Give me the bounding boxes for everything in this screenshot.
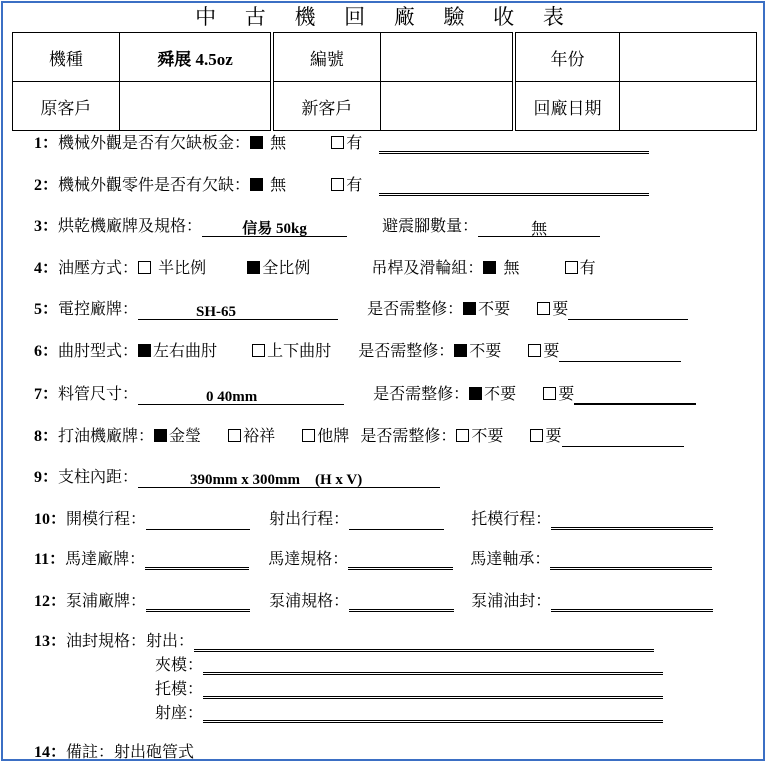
checkbox-none[interactable] (483, 261, 496, 274)
checkbox-half-proportional[interactable] (138, 261, 151, 274)
seal-injection-value[interactable] (194, 634, 654, 652)
item-7 (34, 384, 696, 405)
item-label: 油封規格： (66, 631, 147, 650)
item-label: 電控廠牌： (58, 299, 139, 318)
sub-label-injection: 射出： (146, 631, 195, 650)
checkbox-no[interactable] (454, 344, 467, 357)
detail-line[interactable] (559, 344, 681, 362)
item-label: 機械外觀是否有欠缺板金： (58, 133, 251, 152)
orig-customer-label: 原客戶 (13, 82, 120, 131)
item-number: 2： (34, 177, 59, 194)
item-3 (34, 216, 600, 237)
sub-label-carriage: 射座： (155, 703, 204, 722)
checkbox-yes[interactable] (528, 344, 541, 357)
item-number: 8： (34, 428, 59, 445)
option-label: 要 (558, 384, 575, 403)
ejector-stroke-value[interactable] (551, 512, 713, 530)
mold-open-stroke-value[interactable] (146, 512, 250, 530)
seal-carriage-value[interactable] (203, 705, 663, 723)
option-label: 不要 (484, 384, 517, 403)
item-number: 13： (34, 633, 67, 650)
item-label: 支柱內距： (58, 467, 139, 486)
item-14 (34, 742, 194, 763)
model-value[interactable]: 舜展 4.5oz (119, 33, 272, 82)
item-label-3: 托模行程： (471, 509, 552, 528)
injection-stroke-value[interactable] (349, 512, 444, 530)
new-customer-value[interactable] (380, 82, 514, 131)
item-12 (34, 591, 713, 612)
checkbox-yuxiang[interactable] (228, 429, 241, 442)
item-label-2: 是否需整修： (360, 426, 457, 445)
model-label: 機種 (13, 33, 120, 82)
item-13-carriage (155, 703, 663, 723)
option-label: 無 (270, 133, 287, 152)
item-13-ejector (155, 679, 663, 699)
detail-line[interactable] (379, 136, 649, 154)
option-label: 左右曲肘 (153, 341, 218, 360)
item-label-2: 是否需整修： (358, 341, 455, 360)
item-1 (34, 133, 649, 154)
checkbox-none[interactable] (250, 136, 263, 149)
form-title: 中 古 機 回 廠 驗 收 表 (195, 5, 575, 29)
option-label: 不要 (469, 341, 502, 360)
motor-bearing-value[interactable] (550, 552, 712, 570)
option-label: 有 (579, 258, 596, 277)
item-number: 6： (34, 343, 59, 360)
item-label-2: 吊桿及滑輪組： (371, 258, 484, 277)
item-13 (34, 631, 654, 652)
pump-spec-value[interactable] (349, 594, 454, 612)
checkbox-no[interactable] (456, 429, 469, 442)
option-label: 無 (503, 258, 520, 277)
item-label-2: 泵浦規格： (269, 591, 350, 610)
detail-line[interactable] (568, 302, 688, 320)
item-11 (34, 549, 712, 570)
item-4 (34, 258, 596, 279)
option-label: 上下曲肘 (267, 341, 332, 360)
item-label: 泵浦廠牌： (66, 591, 147, 610)
checkbox-yes[interactable] (543, 387, 556, 400)
option-label: 要 (543, 341, 560, 360)
item-label: 馬達廠牌： (65, 549, 146, 568)
checkbox-full-proportional[interactable] (247, 261, 260, 274)
item-5 (34, 299, 688, 320)
header-table (12, 32, 757, 131)
item-6 (34, 341, 681, 362)
item-label-2: 是否需整修： (373, 384, 470, 403)
tie-bar-distance-value[interactable]: 390mm x 300mm (H x V) (138, 470, 440, 488)
checkbox-yes[interactable] (331, 178, 344, 191)
checkbox-yes[interactable] (331, 136, 344, 149)
antivibration-value[interactable]: 無 (478, 219, 600, 237)
orig-customer-value[interactable] (119, 82, 272, 131)
item-label: 打油機廠牌： (58, 426, 155, 445)
item-label: 烘乾機廠牌及規格： (58, 216, 203, 235)
item-number: 5： (34, 301, 59, 318)
sub-label-ejector: 托模： (155, 679, 204, 698)
option-label: 不要 (478, 299, 511, 318)
item-number: 14： (34, 744, 67, 761)
return-date-value[interactable] (620, 82, 757, 131)
item-2 (34, 175, 649, 196)
option-label: 要 (545, 426, 562, 445)
inspection-form (1, 1, 765, 761)
dryer-value[interactable]: 信易 50kg (202, 219, 347, 237)
item-number: 3： (34, 218, 59, 235)
item-number: 1： (34, 135, 59, 152)
item-number: 7： (34, 386, 59, 403)
item-label: 油壓方式： (58, 258, 139, 277)
year-label: 年份 (514, 33, 620, 82)
item-number: 9： (34, 469, 59, 486)
option-label: 全比例 (262, 258, 311, 277)
motor-spec-value[interactable] (348, 552, 453, 570)
checkbox-none[interactable] (250, 178, 263, 191)
option-label: 裕祥 (243, 426, 276, 445)
detail-line[interactable] (379, 178, 649, 196)
item-13-clamp (155, 655, 663, 675)
item-label-2: 是否需整修： (367, 299, 464, 318)
item-label-2: 馬達規格： (268, 549, 349, 568)
remarks: 備註：射出砲管式 (66, 742, 195, 761)
option-label: 金瑩 (169, 426, 202, 445)
pump-brand-value[interactable] (146, 594, 250, 612)
item-number: 12： (34, 593, 67, 610)
item-label: 機械外觀零件是否有欠缺： (58, 175, 251, 194)
checkbox-yes[interactable] (530, 429, 543, 442)
item-number: 10： (34, 511, 67, 528)
checkbox-other-brand[interactable] (302, 429, 315, 442)
item-10 (34, 509, 713, 530)
option-label: 有 (346, 133, 363, 152)
checkbox-left-right[interactable] (138, 344, 151, 357)
item-label-2: 避震腳數量： (382, 216, 479, 235)
serial-label: 編號 (272, 33, 380, 82)
checkbox-no[interactable] (463, 302, 476, 315)
barrel-size-value[interactable]: 0 40mm (138, 387, 344, 405)
year-value[interactable] (620, 33, 757, 82)
item-label: 曲肘型式： (58, 341, 139, 360)
option-label: 他牌 (317, 426, 350, 445)
checkbox-no[interactable] (469, 387, 482, 400)
seal-clamp-value[interactable] (203, 657, 663, 675)
item-number: 4： (34, 260, 59, 277)
option-label: 不要 (471, 426, 504, 445)
item-label: 開模行程： (66, 509, 147, 528)
checkbox-yes[interactable] (565, 261, 578, 274)
sub-label-clamp: 夾模： (155, 655, 204, 674)
new-customer-label: 新客戶 (272, 82, 380, 131)
item-label-2: 射出行程： (269, 509, 350, 528)
item-label-3: 馬達軸承： (470, 549, 551, 568)
item-label: 料管尺寸： (58, 384, 139, 403)
option-label: 半比例 (158, 258, 207, 277)
option-label: 有 (346, 175, 363, 194)
seal-ejector-value[interactable] (203, 681, 663, 699)
item-number: 11： (34, 551, 66, 568)
motor-brand-value[interactable] (145, 552, 249, 570)
option-label: 要 (552, 299, 569, 318)
checkbox-yes[interactable] (537, 302, 550, 315)
checkbox-up-down[interactable] (252, 344, 265, 357)
serial-value[interactable] (380, 33, 514, 82)
checkbox-jinying[interactable] (154, 429, 167, 442)
pump-seal-value[interactable] (551, 594, 713, 612)
option-label: 無 (270, 175, 287, 194)
return-date-label: 回廠日期 (514, 82, 620, 131)
item-9 (34, 467, 440, 488)
item-8 (34, 426, 684, 447)
controller-value[interactable]: SH-65 (138, 302, 338, 320)
detail-line[interactable] (562, 429, 684, 447)
item-label-3: 泵浦油封： (471, 591, 552, 610)
detail-line[interactable] (574, 387, 696, 405)
